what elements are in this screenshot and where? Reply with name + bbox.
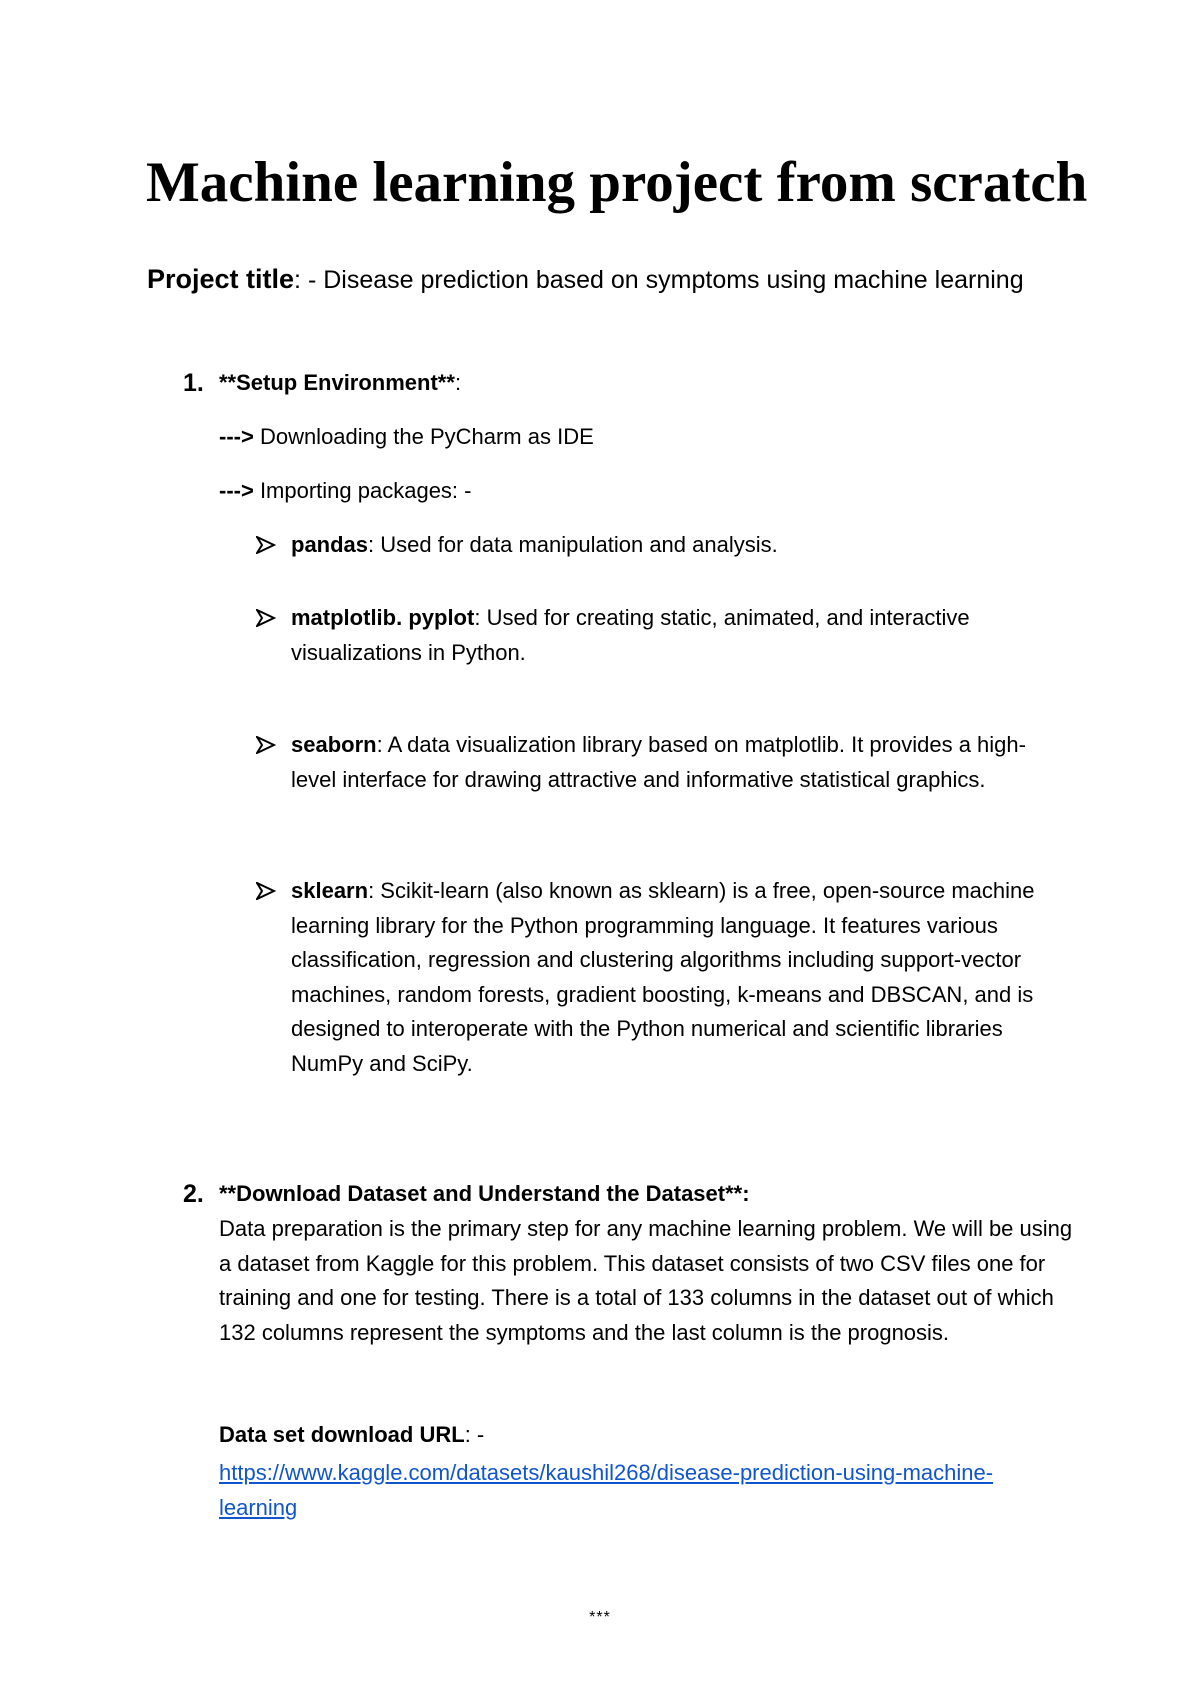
arrowhead-bullet-icon <box>256 603 280 633</box>
package-item-sklearn <box>291 874 1061 1081</box>
url-label-text: Data set download URL <box>219 1422 465 1447</box>
setup-step-ide-text: Downloading the PyCharm as IDE <box>253 424 594 449</box>
package-description: Used for creating static, animated, and interactive visualizations in Python. <box>291 605 970 665</box>
url-label-suffix: : - <box>464 1422 485 1447</box>
section-1-heading <box>219 368 461 398</box>
setup-step-packages-text: Importing packages: - <box>253 478 472 503</box>
url-label <box>219 1420 484 1450</box>
arrow-marker: ---> <box>219 478 254 503</box>
package-description: Scikit-learn (also known as sklearn) is a free, open-source machine learning library for the Python programming language. It features various classification, regression and clustering algorithms including support-vector machines, random forests, gradient boosting, k-means and DBSCAN, and is designed to interoperate with the Python numerical and scientific libraries NumPy and SciPy. <box>291 878 1035 1076</box>
package-description: A data visualization library based on matplotlib. It provides a high-level interface for drawing attractive and informative statistical graphics. <box>291 732 1026 792</box>
project-title-value: Disease prediction based on symptoms using machine learning <box>323 266 1024 294</box>
arrowhead-bullet-icon <box>256 730 280 760</box>
project-title-line <box>147 262 1024 297</box>
package-separator: : <box>368 532 381 557</box>
package-separator: : <box>474 605 487 630</box>
dataset-download-link[interactable]: https://www.kaggle.com/datasets/kaushil268/disease-prediction-using-machine-learning <box>219 1460 994 1520</box>
package-name: matplotlib. pyplot <box>291 605 475 630</box>
package-item-matplotlib <box>291 601 1061 670</box>
section-1-number: 1. <box>183 369 204 397</box>
package-item-seaborn <box>291 728 1061 797</box>
section-2-heading: **Download Dataset and Understand the Dataset**: <box>219 1181 750 1206</box>
footer-marker: *** <box>589 1609 611 1626</box>
package-item-pandas <box>291 528 1061 563</box>
project-title-separator: : - <box>294 266 324 294</box>
section-1-heading-text: **Setup Environment** <box>219 370 455 395</box>
project-title-label: Project title <box>147 264 295 294</box>
package-name: pandas <box>291 532 369 557</box>
package-separator: : <box>376 732 388 757</box>
arrowhead-bullet-icon <box>256 530 280 560</box>
setup-step-packages <box>219 476 472 506</box>
arrowhead-bullet-icon <box>256 876 280 906</box>
page-title: Machine learning project from scratch <box>146 151 1088 214</box>
arrow-marker: ---> <box>219 424 254 449</box>
dataset-description: Data preparation is the primary step for any machine learning problem. We will be using a dataset from Kaggle for this problem. This dataset consists of two CSV files one for training and one for testing. There is a total of 133 columns in the dataset out of which 132 columns represent the symptoms and the last column is the prognosis. <box>219 1216 1073 1346</box>
package-separator: : <box>368 878 381 903</box>
section-1-heading-suffix: : <box>454 370 462 395</box>
setup-step-ide <box>219 422 594 452</box>
package-description: Used for data manipulation and analysis. <box>380 532 778 557</box>
section-2-number: 2. <box>183 1180 204 1208</box>
package-name: seaborn <box>291 732 377 757</box>
package-name: sklearn <box>291 878 369 903</box>
